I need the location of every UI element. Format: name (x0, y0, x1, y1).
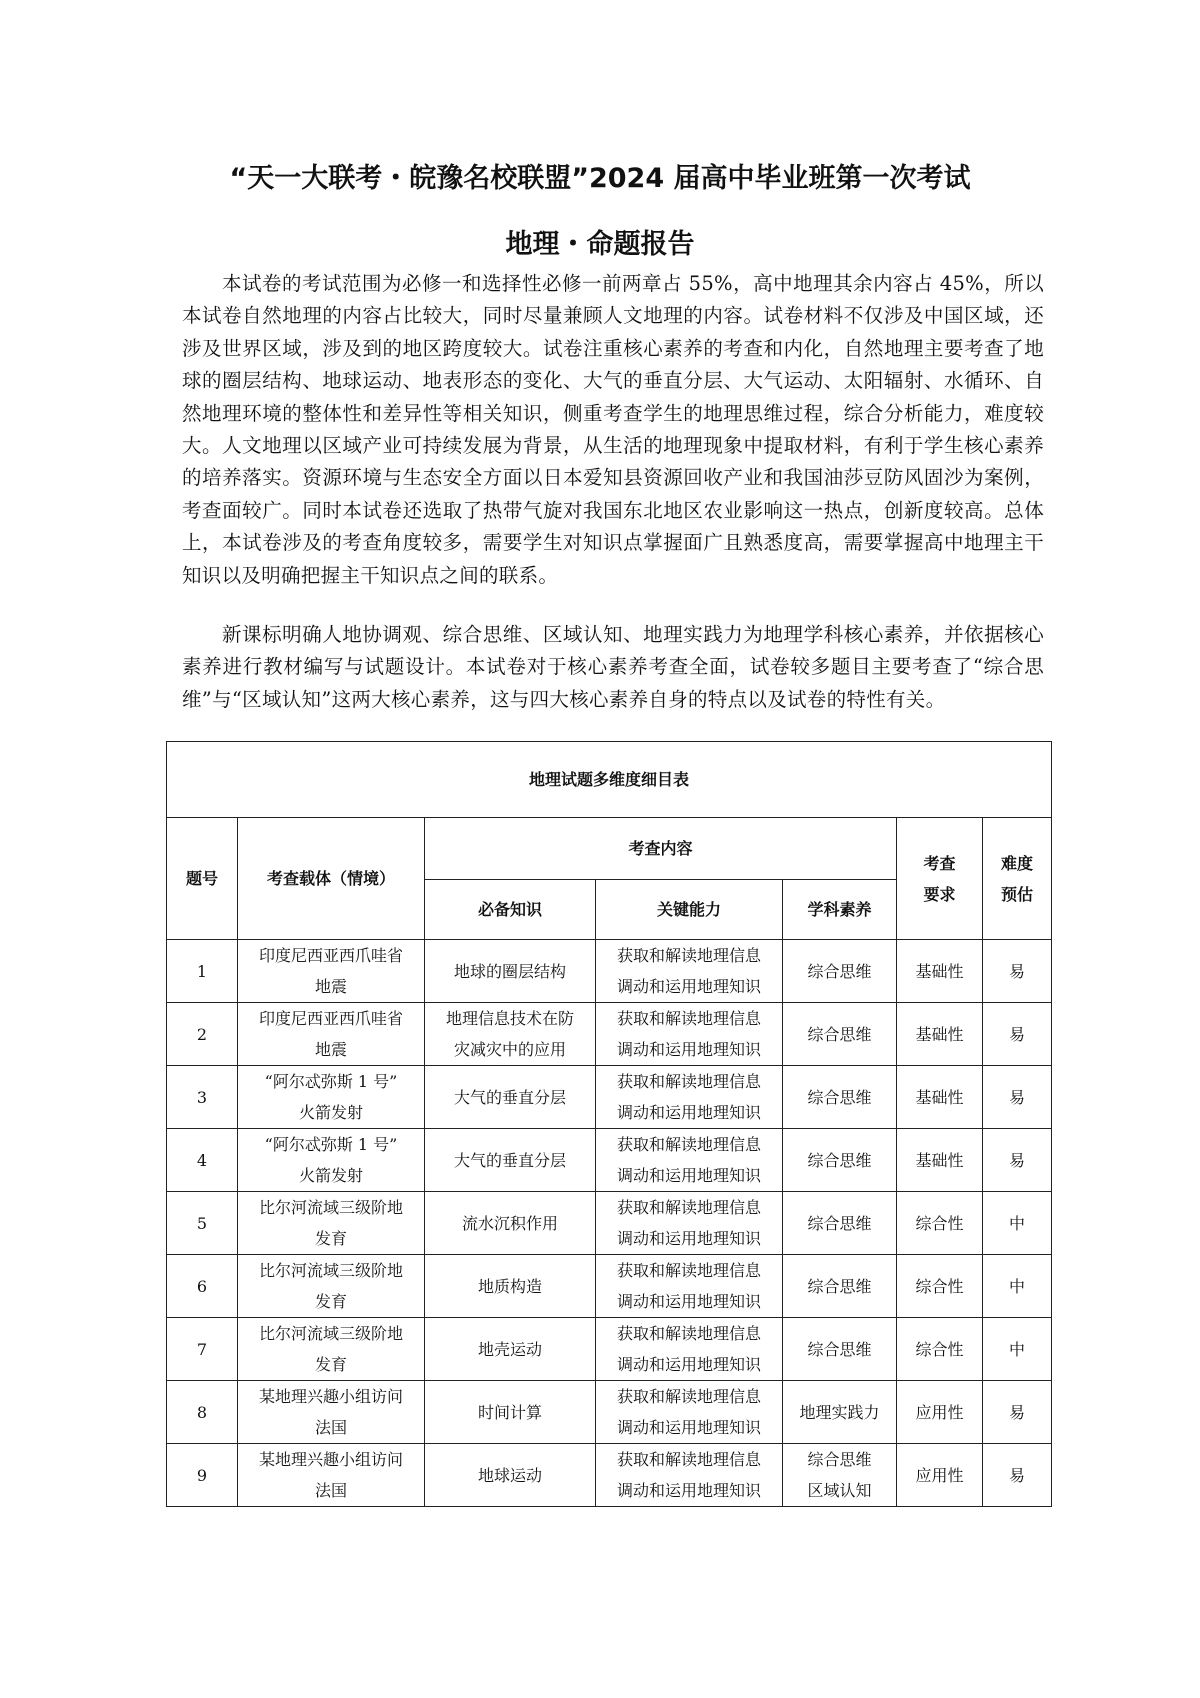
table-row (167, 1129, 1052, 1192)
row-carrier-line2: 发育 (314, 1229, 347, 1248)
row-literacy-line1: 综合思维 (807, 1024, 872, 1044)
row-requirement: 基础性 (897, 1003, 983, 1066)
row-knowledge-line1: 大气的垂直分层 (453, 1150, 566, 1170)
row-ability-line1: 获取和解读地理信息 (616, 1450, 761, 1469)
row-requirement: 基础性 (897, 1066, 983, 1129)
row-requirement: 基础性 (897, 1129, 983, 1192)
table-row (167, 1444, 1052, 1507)
row-carrier-line2: 地震 (314, 977, 347, 996)
row-knowledge (425, 1444, 596, 1507)
row-knowledge (425, 1003, 596, 1066)
row-ability-line2: 调动和运用地理知识 (616, 1229, 761, 1248)
table-row (167, 1381, 1052, 1444)
row-ability-line1: 获取和解读地理信息 (616, 946, 761, 965)
row-carrier (238, 940, 425, 1003)
row-ability (596, 1255, 783, 1318)
row-difficulty: 易 (983, 1066, 1052, 1129)
row-knowledge-line1: 地壳运动 (477, 1339, 542, 1359)
row-ability-line2: 调动和运用地理知识 (616, 1355, 761, 1374)
row-literacy (783, 1444, 897, 1507)
table-row (167, 1003, 1052, 1066)
row-ability-line2: 调动和运用地理知识 (616, 1292, 761, 1311)
row-carrier-line2: 法国 (314, 1418, 347, 1437)
header-difficulty (983, 818, 1052, 940)
row-ability-line2: 调动和运用地理知识 (616, 1166, 761, 1185)
row-literacy (783, 1129, 897, 1192)
header-difficulty-line1: 难度 (1001, 853, 1034, 873)
row-knowledge-line1: 大气的垂直分层 (453, 1087, 566, 1107)
row-literacy-line1: 综合思维 (807, 1213, 872, 1233)
row-knowledge (425, 1192, 596, 1255)
row-carrier-line2: 地震 (314, 1040, 347, 1059)
row-literacy (783, 1381, 897, 1444)
row-requirement: 综合性 (897, 1318, 983, 1381)
row-carrier-line1: 比尔河流域三级阶地 (258, 1324, 403, 1343)
header-knowledge: 必备知识 (425, 880, 596, 940)
row-literacy-line1: 地理实践力 (799, 1402, 880, 1422)
row-literacy-line1: 综合思维 (807, 961, 872, 981)
row-carrier-line1: 某地理兴趣小组访问 (258, 1450, 403, 1469)
row-ability-line1: 获取和解读地理信息 (616, 1198, 761, 1217)
row-knowledge (425, 1129, 596, 1192)
row-ability (596, 1444, 783, 1507)
row-carrier (238, 1444, 425, 1507)
row-difficulty: 中 (983, 1318, 1052, 1381)
header-requirement-line1: 考查 (923, 853, 956, 873)
header-requirement-line2: 要求 (923, 884, 956, 904)
row-literacy (783, 940, 897, 1003)
row-no: 3 (167, 1066, 238, 1129)
row-difficulty: 易 (983, 1381, 1052, 1444)
table-body (167, 742, 1052, 1507)
row-carrier-line1: 印度尼西亚西爪哇省 (258, 946, 403, 965)
row-knowledge-line1: 地球的圈层结构 (453, 961, 566, 981)
row-carrier-line1: “阿尔忒弥斯 1 号” (264, 1072, 398, 1091)
row-knowledge (425, 1381, 596, 1444)
row-literacy (783, 1066, 897, 1129)
row-carrier (238, 1255, 425, 1318)
row-ability (596, 1066, 783, 1129)
row-difficulty: 易 (983, 1003, 1052, 1066)
row-no: 1 (167, 940, 238, 1003)
row-difficulty: 易 (983, 1444, 1052, 1507)
row-ability-line2: 调动和运用地理知识 (616, 977, 761, 996)
row-ability-line1: 获取和解读地理信息 (616, 1135, 761, 1154)
header-no: 题号 (167, 818, 238, 940)
row-ability (596, 940, 783, 1003)
row-knowledge (425, 1318, 596, 1381)
row-no: 6 (167, 1255, 238, 1318)
row-knowledge (425, 1255, 596, 1318)
row-carrier-line2: 火箭发射 (298, 1166, 363, 1185)
row-carrier-line1: 某地理兴趣小组访问 (258, 1387, 403, 1406)
row-carrier (238, 1318, 425, 1381)
row-ability-line1: 获取和解读地理信息 (616, 1387, 761, 1406)
intro-paragraph: 本试卷的考试范围为必修一和选择性必修一前两章占 55%，高中地理其余内容占 45%，所以本试卷自然地理的内容占比较大，同时尽量兼顾人文地理的内容。试卷材料不仅涉及中国区域，还涉及世界区域，涉及到的地区跨度较大。试卷注重核心素养的考查和内化，自然地理主要考查了地球的圈层结构、地球运动、地表形态的变化、大气的垂直分层、大气运动、太阳辐射、水循环、自然地理环境的整体性和差异性等相关知识，侧重考查学生的地理思维过程，综合分析能力，难度较大。人文地理以区域产业可持续发展为背景，从生活的地理现象中提取材料，有利于学生核心素养的培养落实。资源环境与生态安全方面以日本爱知县资源回收产业和我国油莎豆防风固沙为案例，考查面较广。同时本试卷还选取了热带气旋对我国东北地区农业影响这一热点，创新度较高。总体上，本试卷涉及的考查角度较多，需要学生对知识点掌握面广且熟悉度高，需要掌握高中地理主干知识以及明确把握主干知识点之间的联系。 (182, 272, 1044, 587)
row-requirement: 综合性 (897, 1255, 983, 1318)
row-knowledge-line1: 地理信息技术在防 (445, 1009, 574, 1028)
row-knowledge-line1: 时间计算 (477, 1402, 542, 1422)
row-carrier (238, 1381, 425, 1444)
row-ability-line2: 调动和运用地理知识 (616, 1040, 761, 1059)
row-no: 8 (167, 1381, 238, 1444)
row-ability-line2: 调动和运用地理知识 (616, 1418, 761, 1437)
table-row (167, 1192, 1052, 1255)
row-difficulty: 中 (983, 1192, 1052, 1255)
row-difficulty: 易 (983, 1129, 1052, 1192)
row-knowledge (425, 940, 596, 1003)
row-literacy (783, 1192, 897, 1255)
row-ability (596, 1381, 783, 1444)
row-ability (596, 1003, 783, 1066)
row-knowledge-line1: 流水沉积作用 (461, 1213, 558, 1233)
row-literacy-line2: 区域认知 (807, 1481, 872, 1500)
row-ability (596, 1129, 783, 1192)
row-requirement: 应用性 (897, 1381, 983, 1444)
row-ability-line1: 获取和解读地理信息 (616, 1324, 761, 1343)
row-no: 7 (167, 1318, 238, 1381)
row-carrier (238, 1066, 425, 1129)
row-ability-line2: 调动和运用地理知识 (616, 1481, 761, 1500)
row-requirement: 应用性 (897, 1444, 983, 1507)
row-difficulty: 中 (983, 1255, 1052, 1318)
row-carrier (238, 1003, 425, 1066)
table-row (167, 940, 1052, 1003)
document-subtitle: 地理・命题报告 (505, 229, 695, 260)
header-content: 考查内容 (425, 818, 897, 880)
row-requirement: 综合性 (897, 1192, 983, 1255)
row-literacy (783, 1003, 897, 1066)
row-carrier-line1: 比尔河流域三级阶地 (258, 1198, 403, 1217)
document-title: “天一大联考・皖豫名校联盟”2024 届高中毕业班第一次考试 (229, 163, 971, 194)
row-carrier-line1: 比尔河流域三级阶地 (258, 1261, 403, 1280)
row-knowledge-line2: 灾减灾中的应用 (453, 1040, 566, 1059)
header-requirement (897, 818, 983, 940)
row-literacy (783, 1318, 897, 1381)
row-no: 4 (167, 1129, 238, 1192)
row-carrier-line1: 印度尼西亚西爪哇省 (258, 1009, 403, 1028)
header-carrier: 考查载体（情境） (238, 818, 425, 940)
row-ability-line2: 调动和运用地理知识 (616, 1103, 761, 1122)
row-no: 2 (167, 1003, 238, 1066)
row-literacy-line1: 综合思维 (807, 1150, 872, 1170)
row-carrier-line2: 法国 (314, 1481, 347, 1500)
row-knowledge-line1: 地球运动 (477, 1465, 542, 1485)
specification-table (166, 741, 1052, 1507)
row-ability (596, 1192, 783, 1255)
row-knowledge-line1: 地质构造 (477, 1276, 542, 1296)
row-carrier (238, 1192, 425, 1255)
header-ability: 关键能力 (596, 880, 783, 940)
header-difficulty-line2: 预估 (1001, 884, 1034, 904)
row-ability-line1: 获取和解读地理信息 (616, 1072, 761, 1091)
row-requirement: 基础性 (897, 940, 983, 1003)
row-ability (596, 1318, 783, 1381)
table-caption: 地理试题多维度细目表 (167, 742, 1052, 818)
header-literacy: 学科素养 (783, 880, 897, 940)
table-row (167, 1255, 1052, 1318)
row-difficulty: 易 (983, 940, 1052, 1003)
row-carrier-line2: 发育 (314, 1355, 347, 1374)
row-knowledge (425, 1066, 596, 1129)
row-literacy (783, 1255, 897, 1318)
row-no: 5 (167, 1192, 238, 1255)
row-carrier-line2: 火箭发射 (298, 1103, 363, 1122)
table-row (167, 1066, 1052, 1129)
row-literacy-line1: 综合思维 (807, 1450, 872, 1469)
row-literacy-line1: 综合思维 (807, 1276, 872, 1296)
table-row (167, 1318, 1052, 1381)
row-carrier-line1: “阿尔忒弥斯 1 号” (264, 1135, 398, 1154)
row-no: 9 (167, 1444, 238, 1507)
core-literacy-paragraph: 新课标明确人地协调观、综合思维、区域认知、地理实践力为地理学科核心素养，并依据核心素养进行教材编写与试题设计。本试卷对于核心素养考查全面，试卷较多题目主要考查了“综合思维”与“区域认知”这两大核心素养，这与四大核心素养自身的特点以及试卷的特性有关。 (182, 623, 1044, 711)
row-ability-line1: 获取和解读地理信息 (616, 1261, 761, 1280)
row-ability-line1: 获取和解读地理信息 (616, 1009, 761, 1028)
row-carrier-line2: 发育 (314, 1292, 347, 1311)
row-literacy-line1: 综合思维 (807, 1087, 872, 1107)
row-literacy-line1: 综合思维 (807, 1339, 872, 1359)
row-carrier (238, 1129, 425, 1192)
